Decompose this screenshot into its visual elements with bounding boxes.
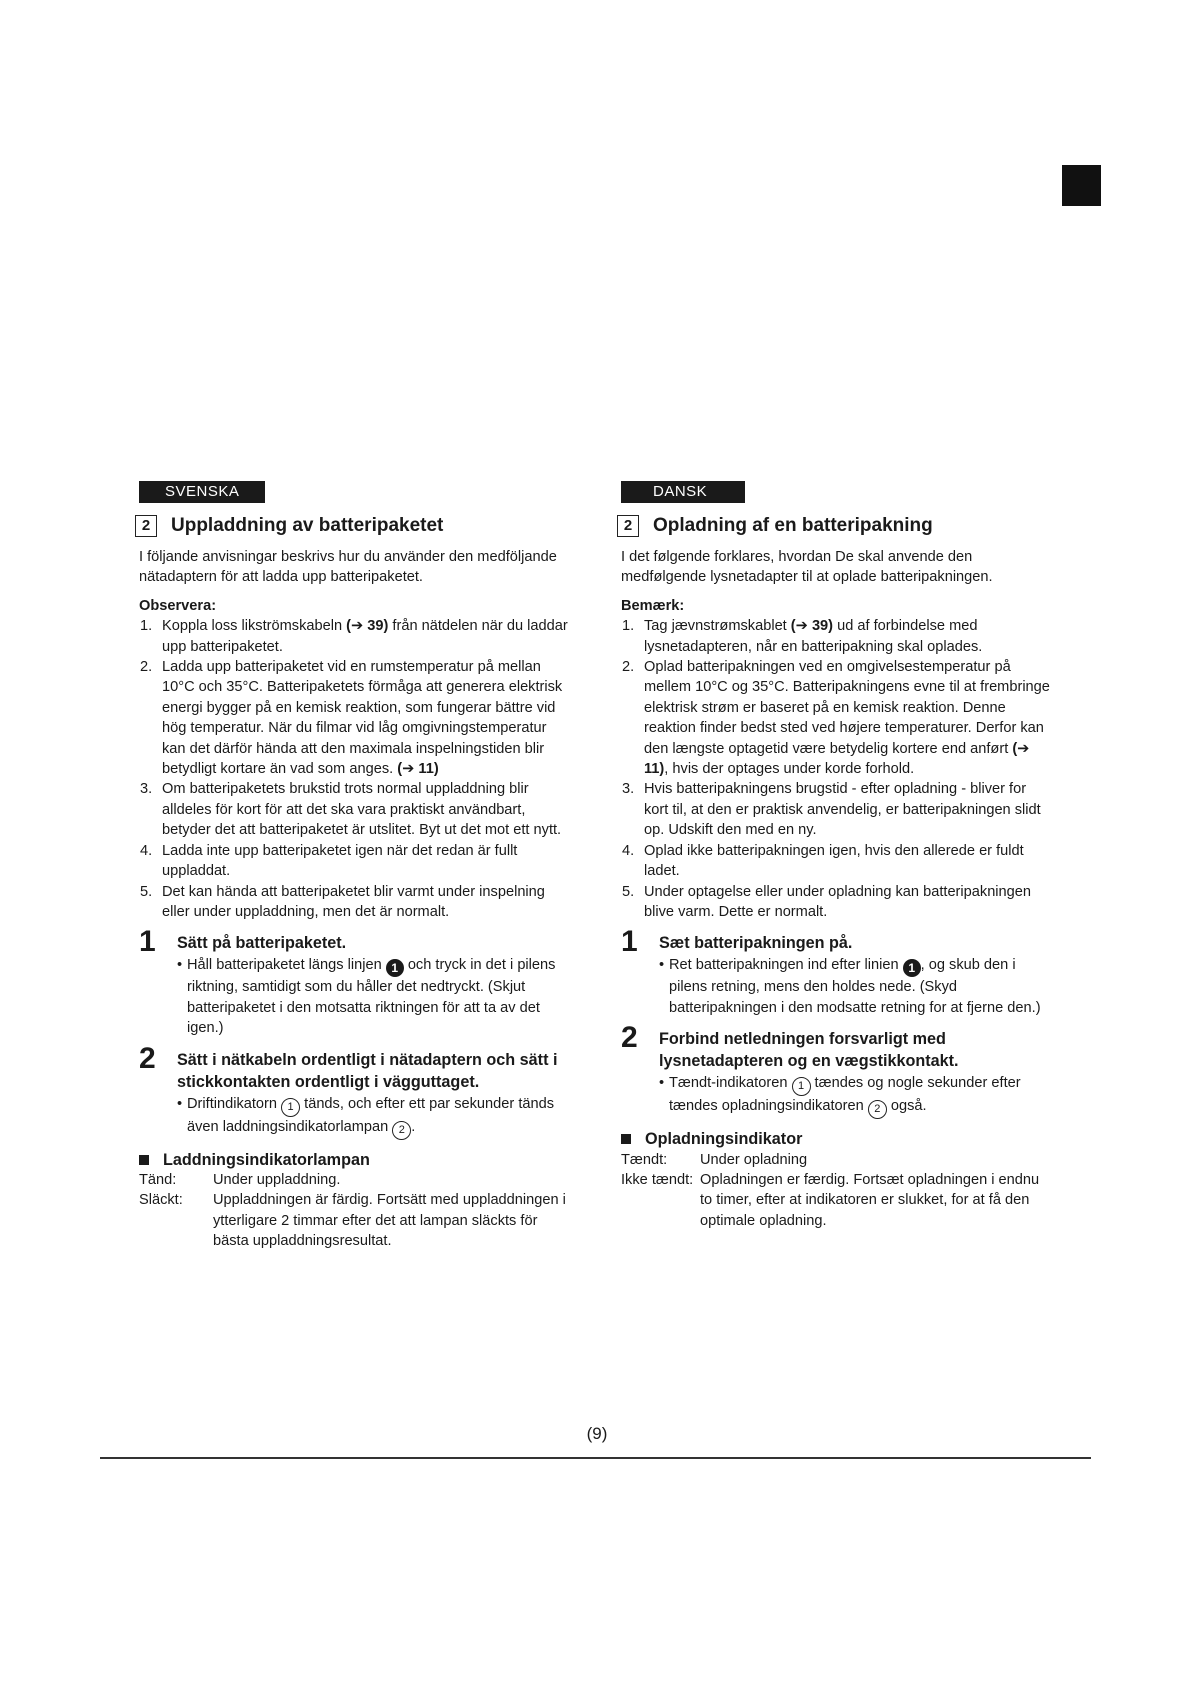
step-title: Sätt på batteripaketet. [177,934,347,953]
section-number-box: 2 [617,515,639,537]
step-bullet: • Tændt-indikatoren 1 tændes og nogle sekunder efter tændes opladningsindikatoren 2 også. [659,1073,1051,1119]
indicator-row: Ikke tændt: Opladningen er færdig. Fortsæt opladningen i endnu to timer, efter at indikatoren er slukket, for at få den optimale opladning. [621,1171,1040,1229]
note-item: 3. Om batteripaketets brukstid trots normal uppladdning blir alldeles för kort för att det ska vara praktiskt användbart, betyder det att batteripaketet är utslitet. Byt ut det mot ett nytt. [140,781,562,839]
step-number: 1 [139,925,156,959]
section-number-box: 2 [135,515,157,537]
circled-number-1-icon: 1 [792,1077,811,1096]
indicator-row: Tänd: Under uppladdning. [139,1171,341,1188]
note-heading: Observera: [139,597,217,614]
note-heading: Bemærk: [621,597,685,614]
step-1 [621,925,1051,1018]
note-item: 1. Koppla loss likströmskabeln (➔ 39) från nätdelen när du laddar upp batteripaketet. [140,618,568,655]
note-item: 1. Tag jævnstrømskablet (➔ 39) ud af forbindelse med lysnetadapteren, når en batteripakning skal oplades. [622,618,983,655]
footer-rule [100,1457,1091,1459]
section-title: Uppladdning av batteripaketet [171,514,444,536]
step-title: Sæt batteripakningen på. [659,934,853,953]
section-title: Opladning af en batteripakning [653,514,933,536]
filled-number-1-icon: 1 [903,959,921,977]
filled-number-1-icon: 1 [386,959,404,977]
square-bullet-icon [621,1134,631,1144]
page-reference: (➔ 39) [346,618,389,635]
section-heading [617,515,1051,537]
page-number: (9) [586,1424,608,1443]
indicator-heading: Laddningsindikatorlampan [139,1150,569,1170]
step-title: Sätt i nätkabeln ordentligt i nätadaptern och sätt i stickkontakten ordentligt i vägguttaget. [177,1050,558,1091]
step-number: 1 [621,925,638,959]
step-1 [139,925,569,1038]
step-title: Forbind netledningen forsvarligt med lysnetadapteren og en vægstikkontakt. [659,1030,959,1071]
note-item: 4. Oplad ikke batteripakningen igen, hvis den allerede er fuldt ladet. [622,842,1024,880]
section-heading [135,515,569,537]
note-list [621,616,1051,922]
intro-text: I följande anvisningar beskrivs hur du använder den medföljande nätadaptern för att ladda upp batteripaketet. [139,549,557,586]
circled-number-2-icon: 2 [392,1121,411,1140]
note-item: 5. Det kan hända att batteripaketet blir varmt under inspelning eller under uppladdning, men det är normalt. [140,883,545,920]
dansk-column [621,481,1051,1231]
indicator-row: Tændt: Under opladning [621,1151,808,1168]
step-bullet: • Driftindikatorn 1 tänds, och efter ett par sekunder tänds även laddningsindikatorlampan 2 . [177,1094,569,1140]
svenska-column [139,481,569,1252]
note-item: 4. Ladda inte upp batteripaketet igen när det redan är fullt uppladdat. [140,842,518,880]
step-2 [139,1041,569,1140]
intro-text: I det følgende forklares, hvordan De skal anvende den medfølgende lysnetadapter til at oplade batteripakningen. [621,549,993,586]
note-item: 5. Under optagelse eller under opladning kan batteripakningen blive varm. Dette er normalt. [622,883,1032,920]
corner-tab-marker [1062,165,1101,206]
square-bullet-icon [139,1155,149,1165]
step-number: 2 [139,1041,156,1075]
language-label-svenska: SVENSKA [139,481,265,503]
page-reference: (➔ 39) [790,618,834,635]
step-2 [621,1021,1051,1119]
indicator-row: Släckt: Uppladdningen är färdig. Fortsätt med uppladdningen i ytterligare 2 timmar efter det att lampan släckts för bästa uppladdningsresultat. [139,1192,566,1250]
step-number: 2 [621,1021,638,1055]
note-item: 3. Hvis batteripakningens brugstid - efter opladning - bliver for kort til, at den er praktisk anvendelig, er batteripakningen slidt op. Udskift den med en ny. [622,781,1041,839]
language-label-dansk: DANSK [621,481,745,503]
note-item: 2. Oplad batteripakningen ved en omgivelsestemperatur på mellem 10°C og 35°C. Batteripakningens evne til at frembringe elektrisk strøm er baseret på en kemisk reaktion. Denne reaktion finder bedst sted ved højere temperaturer. Derfor kan den længste optagetid være betydelig kortere end anført (➔ 11), hvis der optages under korde forhold. [622,659,1050,778]
note-item: 2. Ladda upp batteripaketet vid en rumstemperatur på mellan 10°C och 35°C. Batteripaketets förmåga att generera elektrisk energi bygger på en kemisk reaktion, som fungerar bättre vid hög temperatur. När du filmar vid låg omgivningstemperatur kan det därför hända att den maximala inspelningstiden blir betydligt kortare än vad som anges. (➔ 11) [140,659,563,778]
circled-number-2-icon: 2 [868,1100,887,1119]
page-reference: (➔ 11) [397,761,439,778]
step-bullet: • Ret batteripakningen ind efter linien 1 , og skub den i pilens retning, mens den holdes nede. (Skyd batteripakningen i den modsatte retning for at fjerne den.) [659,957,1041,1016]
indicator-heading: Opladningsindikator [621,1129,1051,1149]
step-bullet: • Håll batteripaketet längs linjen 1 och tryck in det i pilens riktning, samtidigt som du håller det nedtryckt. (Skjut batteripaketet i den motsatta riktningen för att ta av det igen.) [177,957,556,1037]
note-list [139,616,569,922]
page-reference: (➔ 11) [644,740,1030,778]
circled-number-1-icon: 1 [281,1098,300,1117]
